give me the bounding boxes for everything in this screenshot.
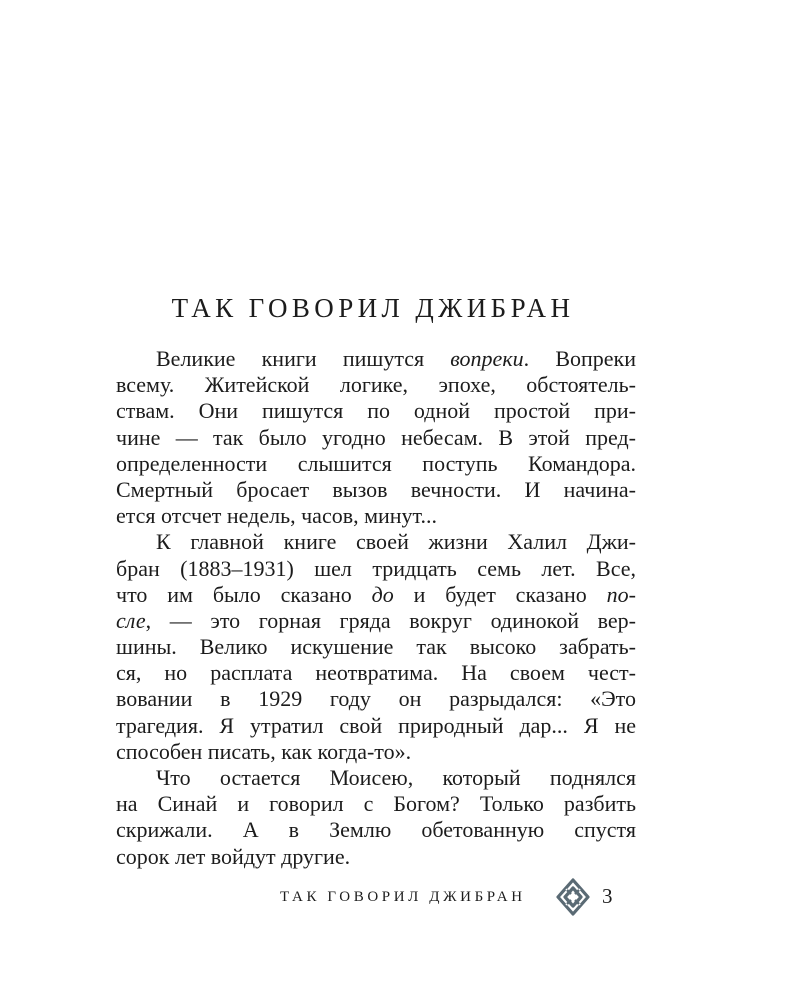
text-line: трагедия. Я утратил свой природный дар... Я не [116, 712, 636, 738]
text-line: вовании в 1929 году он разрыдался: «Это [116, 686, 636, 712]
text-line: всему. Житейской логике, эпохе, обстоятель- [116, 372, 636, 398]
text-line: шины. Велико искушение так высоко забрать- [116, 634, 636, 660]
text-line: определенности слышится поступь Командора. [116, 450, 636, 476]
text-line: что им было сказано до и будет сказано по- [116, 581, 636, 607]
text-line: ся, но расплата неотвратима. На своем чест- [116, 660, 636, 686]
chapter-title: ТАК ГОВОРИЛ ДЖИБРАН [171, 293, 575, 323]
running-title: ТАК ГОВОРИЛ ДЖИБРАН [280, 889, 526, 905]
text-line: ствам. Они пишутся по одной простой при- [116, 398, 636, 424]
text-line: Смертный бросает вызов вечности. И начина- [116, 476, 636, 502]
text-line: Великие книги пишутся вопреки. Вопреки [156, 346, 636, 371]
text-line: сорок лет войдут другие. [116, 843, 351, 869]
text-line: ется отсчет недель, часов, минут... [116, 503, 438, 529]
text-line: Что остается Моисею, который поднялся [156, 765, 636, 790]
text-line: чине — так было угодно небесам. В этой пред- [116, 424, 636, 450]
body-text [116, 346, 636, 870]
text-line: способен писать, как когда-то». [116, 738, 412, 764]
text-line: бран (1883–1931) шел тридцать семь лет. Все, [116, 555, 636, 581]
text-line: К главной книге своей жизни Халил Джи- [156, 529, 636, 555]
page-number: 3 [602, 884, 613, 908]
text-line: сле, — это горная гряда вокруг одинокой вер- [116, 607, 636, 633]
text-line: скрижали. А в Землю обетованную спустя [116, 817, 636, 843]
running-footer [280, 878, 640, 918]
celtic-knot-icon [555, 878, 591, 916]
text-line: на Синай и говорил с Богом? Только разбить [116, 791, 636, 817]
